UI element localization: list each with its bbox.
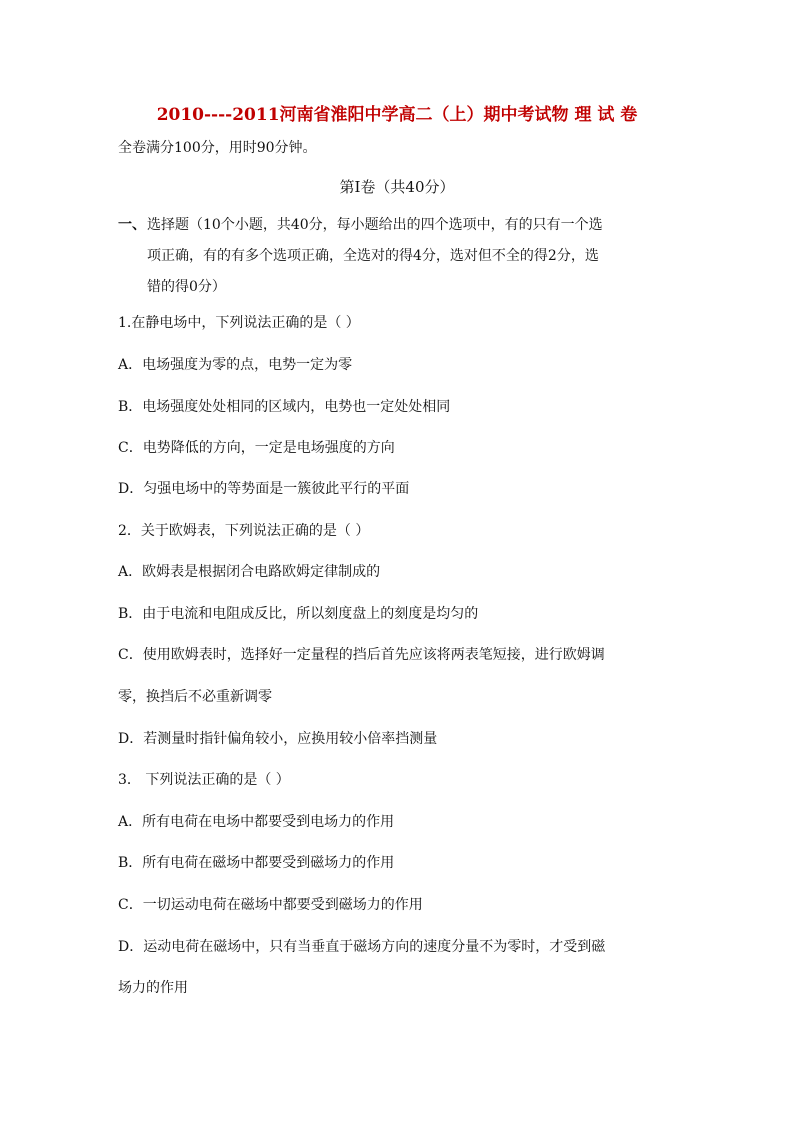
question-3-option-b: B．所有电荷在磁场中都要受到磁场力的作用 [118,855,395,871]
section-title: 第Ⅰ卷（共40分） [339,178,455,196]
question-2-option-c: C．使用欧姆表时，选择好一定量程的挡后首先应该将两表笔短接，进行欧姆调 [118,647,605,663]
question-2-option-a: A．欧姆表是根据闭合电路欧姆定律制成的 [118,564,381,580]
question-3-option-c: C．一切运动电荷在磁场中都要受到磁场力的作用 [118,897,423,913]
question-2-option-d: D．若测量时指针偏角较小，应换用较小倍率挡测量 [118,731,438,747]
instructions-heading: 一、 [118,217,146,233]
question-1-option-c: C．电势降低的方向，一定是电场强度的方向 [118,440,395,456]
question-2-option-b: B．由于电流和电阻成反比，所以刻度盘上的刻度是均匀的 [118,606,479,622]
instructions-line-2: 项正确，有的有多个选项正确，全选对的得4分，选对但不全的得2分，选 [147,248,599,264]
exam-title: 2010----2011河南省淮阳中学高二（上）期中考试物 理 试 卷 [156,105,638,125]
question-2-stem: 2．关于欧姆表，下列说法正确的是（ ） [118,523,370,539]
question-3-option-d: D．运动电荷在磁场中，只有当垂直于磁场方向的速度分量不为零时，才受到磁 [118,939,606,955]
question-1-stem: 1.在静电场中，下列说法正确的是（ ） [118,315,360,331]
question-3-option-a: A．所有电荷在电场中都要受到电场力的作用 [118,814,395,830]
question-1-option-d: D．匀强电场中的等势面是一簇彼此平行的平面 [118,481,410,497]
question-1-option-a: A．电场强度为零的点，电势一定为零 [118,357,353,373]
question-1-option-b: B．电场强度处处相同的区域内，电势也一定处处相同 [118,399,451,415]
question-3-option-d-continued: 场力的作用 [118,980,188,996]
exam-subtitle: 全卷满分100分，用时90分钟。 [118,140,317,156]
question-2-option-c-continued: 零，换挡后不必重新调零 [118,689,272,705]
question-3-stem: 3． 下列说法正确的是（ ） [118,772,290,788]
instructions-line-3: 错的得0分） [147,279,226,295]
instructions-line-1: 选择题（10个小题，共40分，每小题给出的四个选项中，有的只有一个选 [147,217,603,233]
